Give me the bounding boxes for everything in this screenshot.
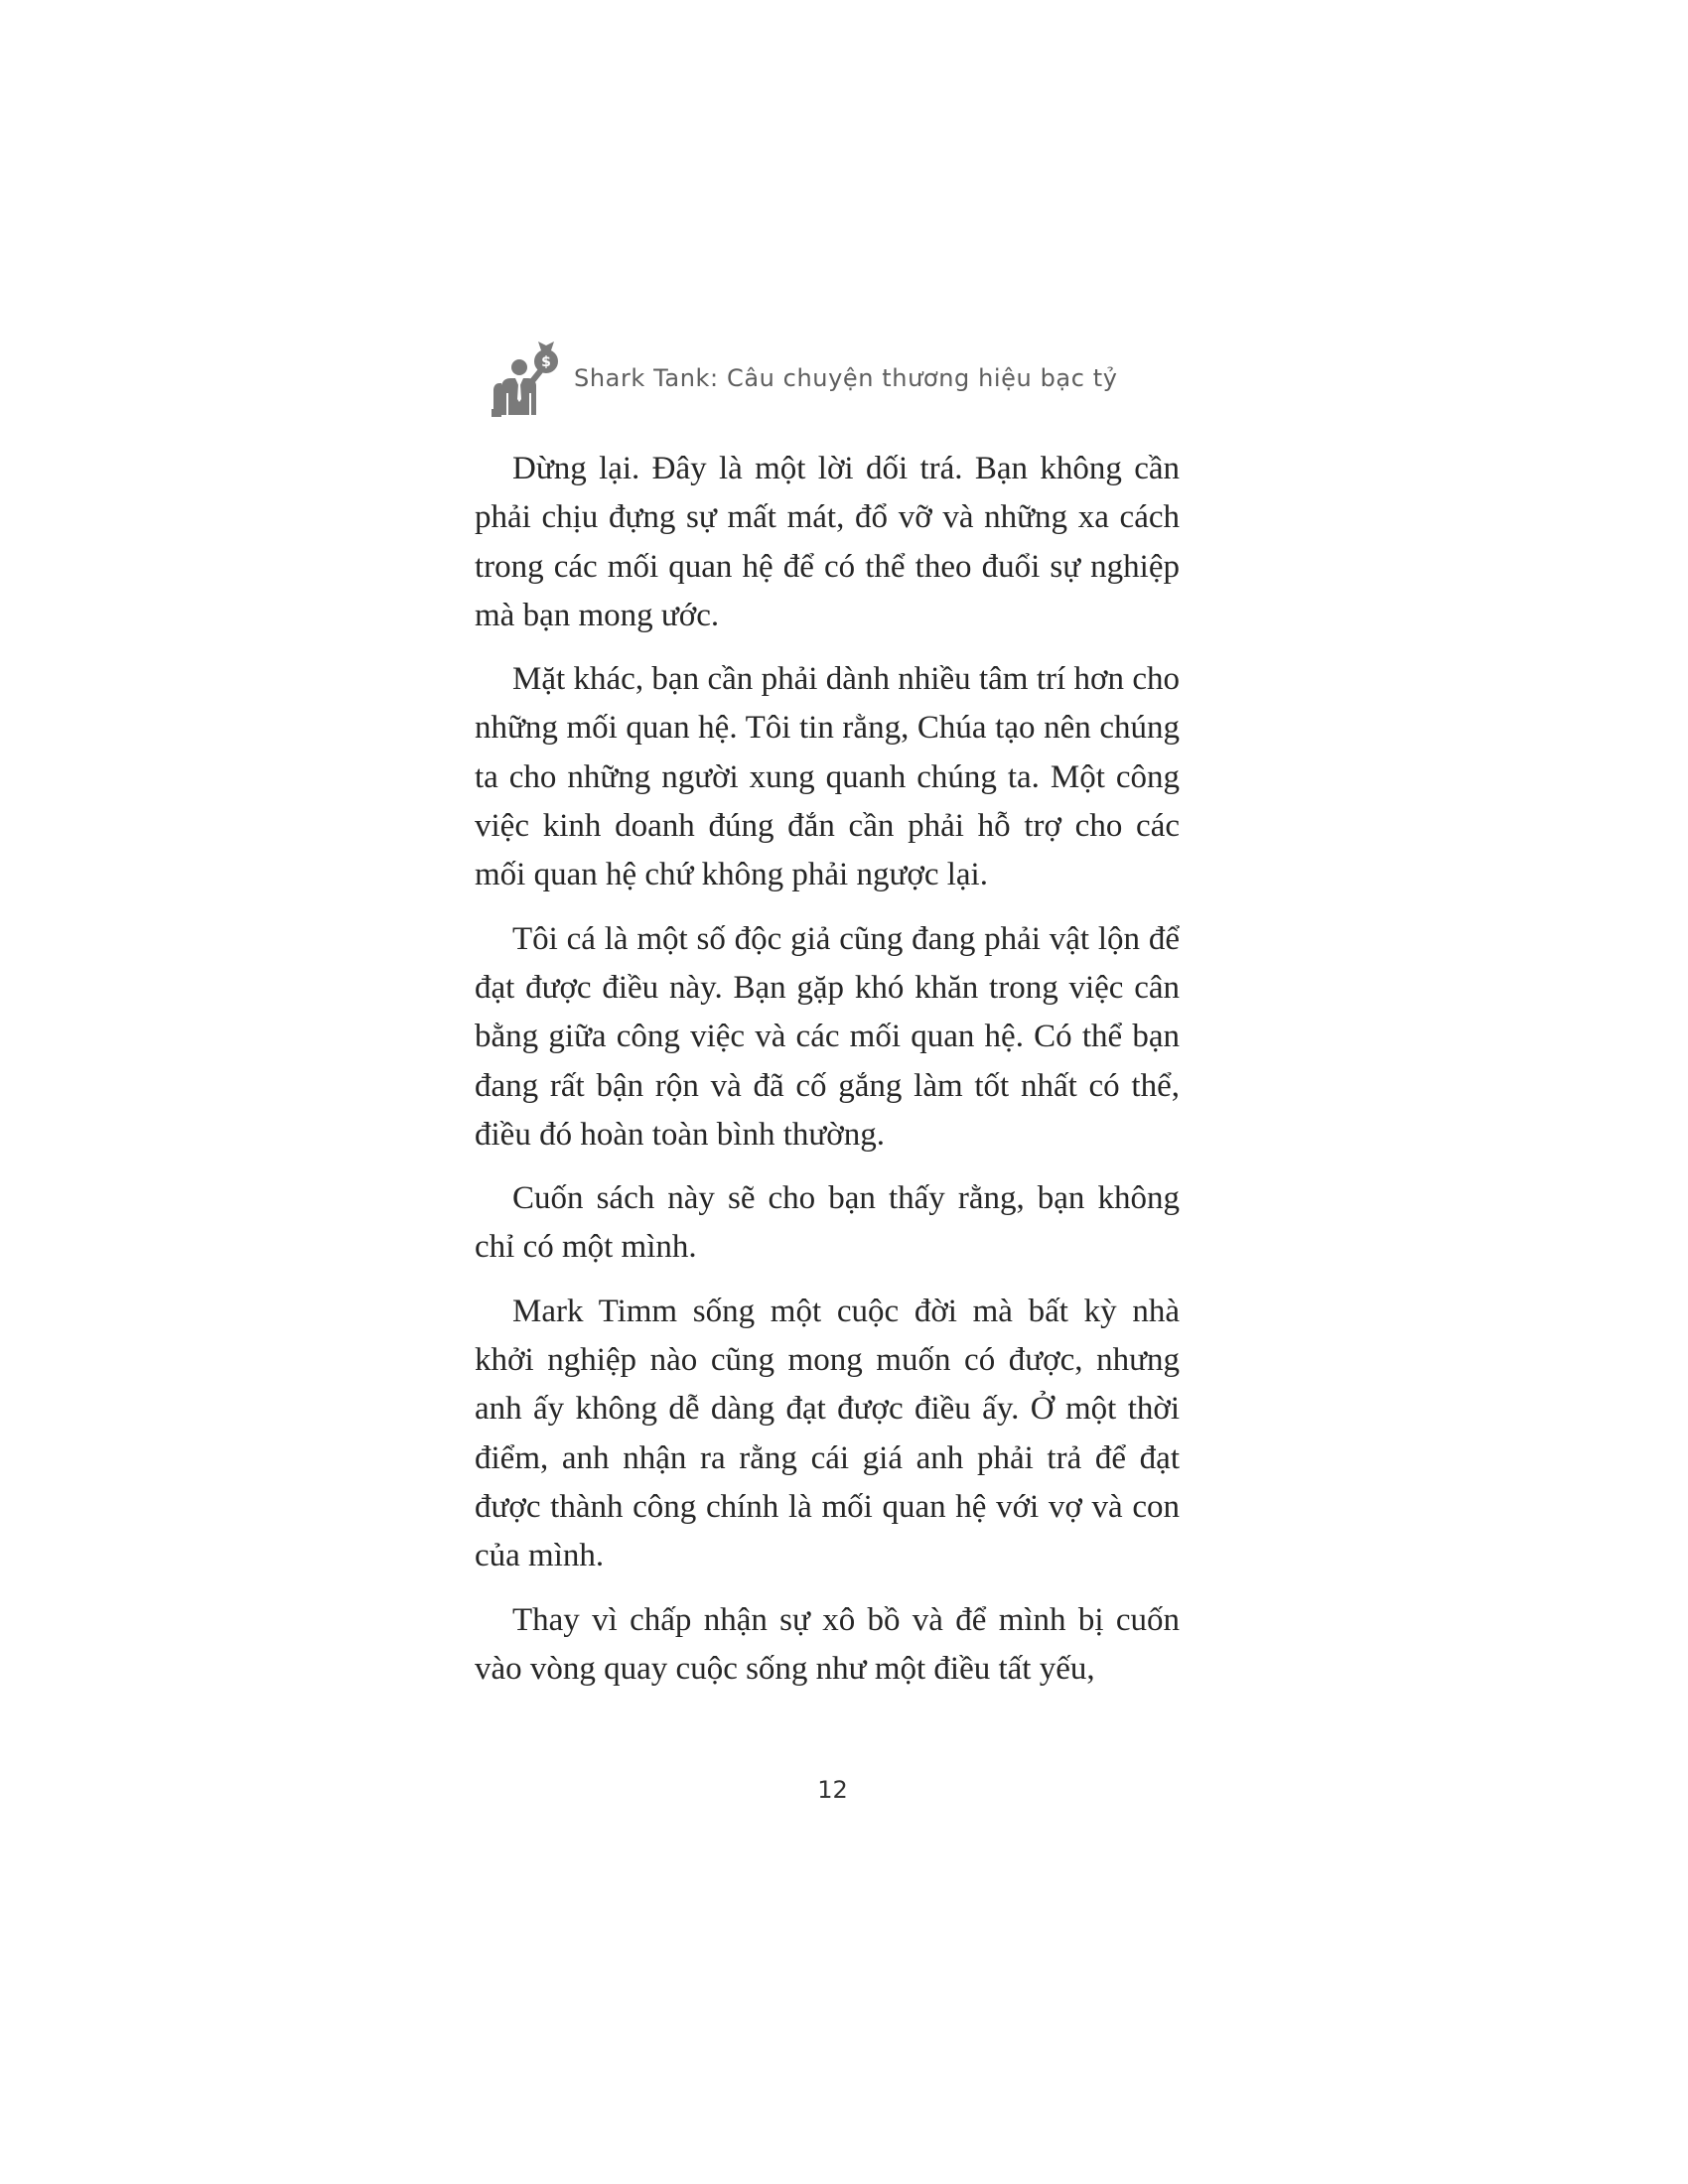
paragraph: Dừng lại. Đây là một lời dối trá. Bạn không cần phải chịu đựng sự mất mát, đổ vỡ và những xa cách trong các mối quan hệ để có thể theo đuổi sự nghiệp mà bạn mong ước. xyxy=(475,451,1180,633)
paragraph: Mark Timm sống một cuộc đời mà bất kỳ nhà khởi nghiệp nào cũng mong muốn có được, nhưng anh ấy không dễ dàng đạt được điều ấy. Ở một thời điểm, anh nhận ra rằng cái giá anh phải trả để đạt được thành công chính là mối quan hệ với vợ và con của mình. xyxy=(475,1293,1180,1574)
running-header xyxy=(475,336,1190,425)
running-header-title: Shark Tank: Câu chuyện thương hiệu bạc tỷ xyxy=(574,364,1118,392)
paragraph: Tôi cá là một số độc giả cũng đang phải vật lộn để đạt được điều này. Bạn gặp khó khăn trong việc cân bằng giữa công việc và các mối quan hệ. Có thể bạn đang rất bận rộn và đã cố gắng làm tốt nhất có thể, điều đó hoàn toàn bình thường. xyxy=(475,920,1180,1153)
svg-text:$: $ xyxy=(541,354,551,370)
body-text xyxy=(475,445,1180,1708)
paragraph: Cuốn sách này sẽ cho bạn thấy rằng, bạn không chỉ có một mình. xyxy=(475,1180,1180,1266)
page-number: 12 xyxy=(817,1776,848,1804)
paragraph: Mặt khác, bạn cần phải dành nhiều tâm trí hơn cho những mối quan hệ. Tôi tin rằng, Chúa tạo nên chúng ta cho những người xung quanh chúng ta. Một công việc kinh doanh đúng đắn cần phải hỗ trợ cho các mối quan hệ chứ không phải ngược lại. xyxy=(475,661,1180,893)
businessman-money-bag-icon xyxy=(475,336,564,425)
paragraph: Thay vì chấp nhận sự xô bồ và để mình bị cuốn vào vòng quay cuộc sống như một điều tất yếu, xyxy=(475,1601,1180,1687)
